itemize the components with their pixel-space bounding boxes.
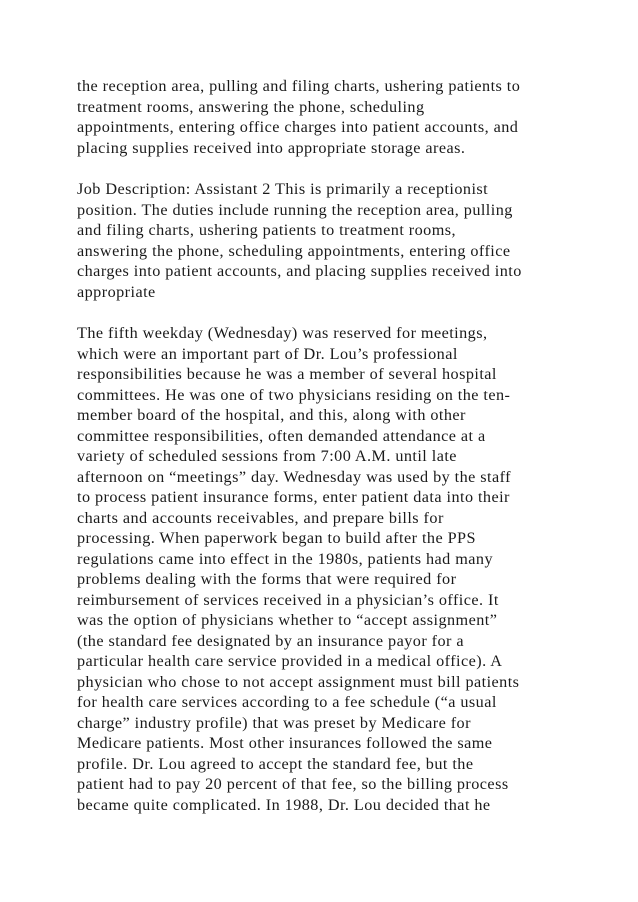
text-line: answering the phone, scheduling appointments, entering office xyxy=(77,241,511,260)
paragraph-wednesday-meetings xyxy=(77,323,577,815)
text-line: became quite complicated. In 1988, Dr. Lou decided that he xyxy=(77,795,491,814)
text-line: particular health care service provided in a medical office). A xyxy=(77,652,503,670)
text-line: physician who chose to not accept assignment must bill patients xyxy=(77,672,520,691)
text-line: reimbursement of services received in a physician’s office. It xyxy=(77,590,499,609)
text-line: position. The duties include running the reception area, pulling xyxy=(77,200,513,219)
text-line: which were an important part of Dr. Lou’s professional xyxy=(77,344,458,363)
text-line: to process patient insurance forms, enter patient data into their xyxy=(77,488,510,506)
text-line: problems dealing with the forms that were required for xyxy=(77,570,457,588)
text-line: Job Description: Assistant 2 This is primarily a receptionist xyxy=(77,180,489,198)
text-line: profile. Dr. Lou agreed to accept the standard fee, but the xyxy=(77,754,474,773)
text-line: and filing charts, ushering patients to treatment rooms, xyxy=(77,221,456,239)
text-line: placing supplies received into appropriate storage areas. xyxy=(77,138,466,157)
text-line: committees. He was one of two physicians residing on the ten- xyxy=(77,385,511,404)
text-line: for health care services according to a fee schedule (“a usual xyxy=(77,693,497,711)
text-line: afternoon on “meetings” day. Wednesday was used by the staff xyxy=(77,467,512,486)
text-line: charts and accounts receivables, and prepare bills for xyxy=(77,508,444,527)
text-line: was the option of physicians whether to “accept assignment” xyxy=(77,611,498,629)
paragraph-reception-duties xyxy=(77,76,577,158)
text-line: Medicare patients. Most other insurances followed the same xyxy=(77,734,493,752)
text-line: patient had to pay 20 percent of that fee, so the billing process xyxy=(77,775,509,793)
text-line: variety of scheduled sessions from 7:00 A.M. until late xyxy=(77,447,457,465)
text-line: The fifth weekday (Wednesday) was reserved for meetings, xyxy=(77,324,488,342)
text-line: charges into patient accounts, and placing supplies received into xyxy=(77,262,522,280)
text-line: appointments, entering office charges into patient accounts, and xyxy=(77,118,519,136)
text-line: responsibilities because he was a member of several hospital xyxy=(77,365,497,383)
text-line: processing. When paperwork began to build after the PPS xyxy=(77,529,476,547)
text-line: committee responsibilities, often demanded attendance at a xyxy=(77,426,486,445)
text-line: (the standard fee designated by an insurance payor for a xyxy=(77,631,465,650)
text-line: charge” industry profile) that was preset by Medicare for xyxy=(77,713,471,732)
paragraph-job-description-assistant-2 xyxy=(77,179,577,302)
text-line: treatment rooms, answering the phone, scheduling xyxy=(77,97,425,116)
text-line: member board of the hospital, and this, along with other xyxy=(77,406,466,424)
text-line: regulations came into effect in the 1980s, patients had many xyxy=(77,549,493,568)
text-line: the reception area, pulling and filing charts, ushering patients to xyxy=(77,77,521,95)
text-line: appropriate xyxy=(77,282,156,301)
